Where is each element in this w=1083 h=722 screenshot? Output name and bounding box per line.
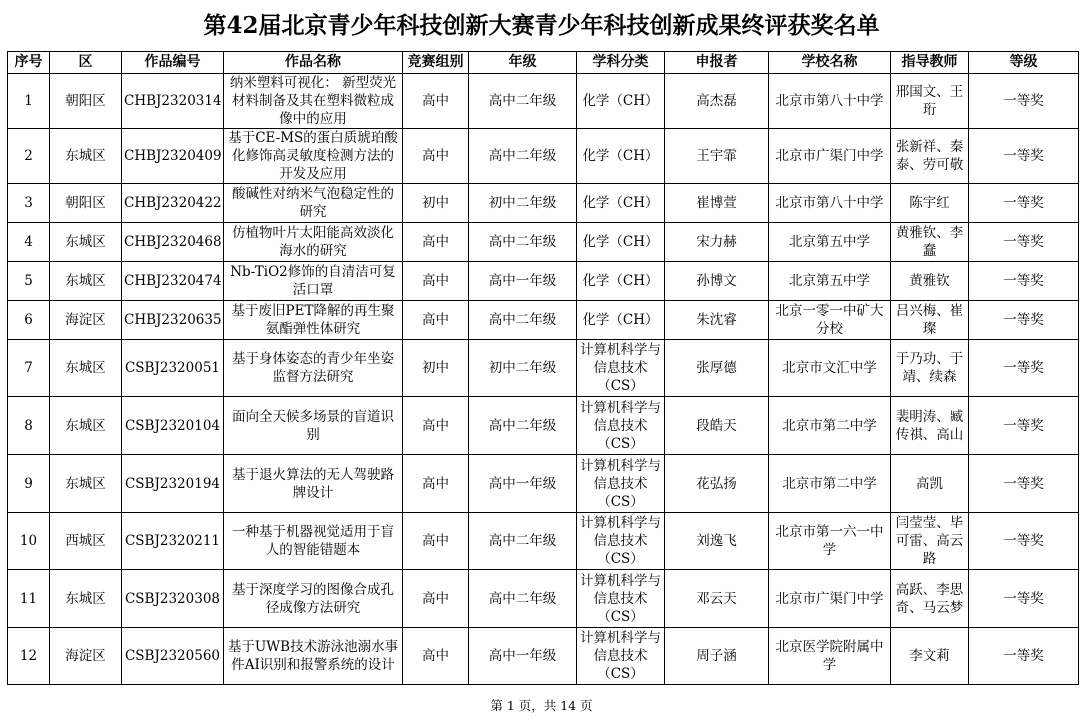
cell-applicant: 张厚德 xyxy=(665,340,769,397)
cell-teacher: 高凯 xyxy=(891,455,969,513)
header-school: 学校名称 xyxy=(769,52,891,74)
table-row xyxy=(8,184,1079,223)
table-header-row xyxy=(8,52,1079,74)
header-applicant: 申报者 xyxy=(665,52,769,74)
cell-title: 面向全天候多场景的盲道识别 xyxy=(224,397,403,455)
cell-applicant: 宋力赫 xyxy=(665,223,769,262)
cell-code: CSBJ2320051 xyxy=(122,340,224,397)
awards-table xyxy=(7,51,1079,685)
header-level: 等级 xyxy=(969,52,1079,74)
cell-school: 北京市文汇中学 xyxy=(769,340,891,397)
cell-district: 海淀区 xyxy=(50,301,122,340)
cell-district: 东城区 xyxy=(50,455,122,513)
cell-school: 北京医学院附属中学 xyxy=(769,628,891,685)
cell-title: Nb-TiO2修饰的自清洁可复活口罩 xyxy=(224,262,403,301)
cell-no: 10 xyxy=(8,513,50,570)
table-row xyxy=(8,262,1079,301)
table-row xyxy=(8,301,1079,340)
table-row xyxy=(8,628,1079,685)
cell-subject: 计算机科学与信息技术（CS） xyxy=(577,397,665,455)
cell-level: 一等奖 xyxy=(969,74,1079,129)
cell-no: 4 xyxy=(8,223,50,262)
cell-applicant: 周子涵 xyxy=(665,628,769,685)
cell-group: 高中 xyxy=(403,301,469,340)
table-row xyxy=(8,397,1079,455)
cell-level: 一等奖 xyxy=(969,262,1079,301)
cell-subject: 化学（CH） xyxy=(577,74,665,129)
cell-group: 初中 xyxy=(403,340,469,397)
cell-group: 高中 xyxy=(403,74,469,129)
cell-subject: 计算机科学与信息技术（CS） xyxy=(577,628,665,685)
cell-grade: 高中二年级 xyxy=(469,397,577,455)
cell-district: 朝阳区 xyxy=(50,184,122,223)
table-row xyxy=(8,129,1079,184)
cell-no: 1 xyxy=(8,74,50,129)
cell-applicant: 高杰磊 xyxy=(665,74,769,129)
cell-school: 北京第五中学 xyxy=(769,223,891,262)
cell-level: 一等奖 xyxy=(969,570,1079,628)
cell-title: 基于废旧PET降解的再生聚氨酯弹性体研究 xyxy=(224,301,403,340)
cell-teacher: 闫莹莹、毕可雷、高云路 xyxy=(891,513,969,570)
cell-level: 一等奖 xyxy=(969,455,1079,513)
cell-no: 9 xyxy=(8,455,50,513)
cell-level: 一等奖 xyxy=(969,129,1079,184)
table-row xyxy=(8,513,1079,570)
cell-grade: 高中二年级 xyxy=(469,129,577,184)
cell-teacher: 黄雅钦 xyxy=(891,262,969,301)
cell-no: 6 xyxy=(8,301,50,340)
cell-level: 一等奖 xyxy=(969,340,1079,397)
cell-title: 纳米塑料可视化： 新型荧光材料制备及其在塑料微粒成像中的应用 xyxy=(224,74,403,129)
cell-code: CHBJ2320474 xyxy=(122,262,224,301)
cell-subject: 化学（CH） xyxy=(577,129,665,184)
header-teacher: 指导教师 xyxy=(891,52,969,74)
cell-subject: 计算机科学与信息技术（CS） xyxy=(577,513,665,570)
cell-code: CSBJ2320211 xyxy=(122,513,224,570)
cell-title: 基于深度学习的图像合成孔径成像方法研究 xyxy=(224,570,403,628)
cell-applicant: 朱沈睿 xyxy=(665,301,769,340)
cell-teacher: 高跃、李思奇、马云梦 xyxy=(891,570,969,628)
header-district: 区 xyxy=(50,52,122,74)
cell-applicant: 段皓天 xyxy=(665,397,769,455)
cell-title: 基于UWB技术游泳池溺水事件AI识别和报警系统的设计 xyxy=(224,628,403,685)
cell-subject: 计算机科学与信息技术（CS） xyxy=(577,340,665,397)
header-group: 竞赛组别 xyxy=(403,52,469,74)
cell-teacher: 张新祥、秦泰、劳可敬 xyxy=(891,129,969,184)
cell-group: 高中 xyxy=(403,455,469,513)
cell-district: 东城区 xyxy=(50,397,122,455)
table-row xyxy=(8,74,1079,129)
cell-title: 基于退火算法的无人驾驶路牌设计 xyxy=(224,455,403,513)
cell-no: 8 xyxy=(8,397,50,455)
cell-district: 海淀区 xyxy=(50,628,122,685)
cell-teacher: 邢国文、王珩 xyxy=(891,74,969,129)
cell-level: 一等奖 xyxy=(969,628,1079,685)
table-row xyxy=(8,570,1079,628)
cell-subject: 计算机科学与信息技术（CS） xyxy=(577,455,665,513)
cell-subject: 化学（CH） xyxy=(577,184,665,223)
cell-grade: 高中二年级 xyxy=(469,74,577,129)
cell-no: 11 xyxy=(8,570,50,628)
cell-no: 2 xyxy=(8,129,50,184)
header-name: 作品名称 xyxy=(224,52,403,74)
cell-no: 12 xyxy=(8,628,50,685)
cell-school: 北京市第八十中学 xyxy=(769,184,891,223)
cell-code: CSBJ2320194 xyxy=(122,455,224,513)
cell-teacher: 于乃功、于靖、续森 xyxy=(891,340,969,397)
cell-no: 3 xyxy=(8,184,50,223)
cell-school: 北京第五中学 xyxy=(769,262,891,301)
cell-code: CHBJ2320314 xyxy=(122,74,224,129)
cell-teacher: 陈宇红 xyxy=(891,184,969,223)
cell-code: CHBJ2320468 xyxy=(122,223,224,262)
page-footer: 第 1 页，共 14 页 xyxy=(490,698,593,713)
cell-grade: 高中一年级 xyxy=(469,455,577,513)
cell-group: 高中 xyxy=(403,129,469,184)
cell-school: 北京市广渠门中学 xyxy=(769,129,891,184)
cell-subject: 化学（CH） xyxy=(577,301,665,340)
cell-applicant: 孙博文 xyxy=(665,262,769,301)
cell-grade: 初中二年级 xyxy=(469,340,577,397)
table-row xyxy=(8,340,1079,397)
cell-code: CHBJ2320635 xyxy=(122,301,224,340)
cell-grade: 高中二年级 xyxy=(469,513,577,570)
cell-code: CSBJ2320308 xyxy=(122,570,224,628)
cell-level: 一等奖 xyxy=(969,301,1079,340)
cell-district: 东城区 xyxy=(50,340,122,397)
cell-group: 高中 xyxy=(403,397,469,455)
cell-subject: 计算机科学与信息技术（CS） xyxy=(577,570,665,628)
cell-teacher: 李文莉 xyxy=(891,628,969,685)
cell-group: 高中 xyxy=(403,223,469,262)
cell-district: 朝阳区 xyxy=(50,74,122,129)
header-grade: 年级 xyxy=(469,52,577,74)
cell-teacher: 裴明涛、臧传祺、高山 xyxy=(891,397,969,455)
cell-title: 仿植物叶片太阳能高效淡化海水的研究 xyxy=(224,223,403,262)
cell-school: 北京市第八十中学 xyxy=(769,74,891,129)
document-title: 第42届北京青少年科技创新大赛青少年科技创新成果终评获奖名单 xyxy=(203,12,880,39)
cell-title: 基于身体姿态的青少年坐姿监督方法研究 xyxy=(224,340,403,397)
cell-grade: 高中二年级 xyxy=(469,301,577,340)
cell-code: CSBJ2320560 xyxy=(122,628,224,685)
cell-applicant: 花弘扬 xyxy=(665,455,769,513)
cell-subject: 化学（CH） xyxy=(577,223,665,262)
header-subject: 学科分类 xyxy=(577,52,665,74)
cell-title: 一种基于机器视觉适用于盲人的智能错题本 xyxy=(224,513,403,570)
cell-district: 东城区 xyxy=(50,129,122,184)
cell-applicant: 刘逸飞 xyxy=(665,513,769,570)
cell-teacher: 吕兴梅、崔璨 xyxy=(891,301,969,340)
cell-applicant: 邓云天 xyxy=(665,570,769,628)
cell-district: 西城区 xyxy=(50,513,122,570)
cell-district: 东城区 xyxy=(50,262,122,301)
cell-school: 北京市广渠门中学 xyxy=(769,570,891,628)
cell-code: CHBJ2320409 xyxy=(122,129,224,184)
cell-grade: 高中二年级 xyxy=(469,223,577,262)
cell-applicant: 王宇霏 xyxy=(665,129,769,184)
cell-code: CSBJ2320104 xyxy=(122,397,224,455)
cell-level: 一等奖 xyxy=(969,184,1079,223)
cell-level: 一等奖 xyxy=(969,397,1079,455)
cell-grade: 高中二年级 xyxy=(469,570,577,628)
cell-district: 东城区 xyxy=(50,223,122,262)
cell-subject: 化学（CH） xyxy=(577,262,665,301)
cell-code: CHBJ2320422 xyxy=(122,184,224,223)
cell-group: 高中 xyxy=(403,570,469,628)
table-row xyxy=(8,223,1079,262)
cell-district: 东城区 xyxy=(50,570,122,628)
cell-school: 北京市第二中学 xyxy=(769,455,891,513)
cell-school: 北京市第二中学 xyxy=(769,397,891,455)
cell-group: 高中 xyxy=(403,513,469,570)
cell-grade: 高中一年级 xyxy=(469,262,577,301)
cell-level: 一等奖 xyxy=(969,513,1079,570)
table-row xyxy=(8,455,1079,513)
cell-grade: 初中二年级 xyxy=(469,184,577,223)
cell-group: 高中 xyxy=(403,262,469,301)
cell-title: 基于CE-MS的蛋白质琥珀酸化修饰高灵敏度检测方法的开发及应用 xyxy=(224,129,403,184)
cell-grade: 高中一年级 xyxy=(469,628,577,685)
cell-school: 北京一零一中矿大分校 xyxy=(769,301,891,340)
cell-title: 酸碱性对纳米气泡稳定性的研究 xyxy=(224,184,403,223)
cell-school: 北京市第一六一中学 xyxy=(769,513,891,570)
cell-group: 高中 xyxy=(403,628,469,685)
cell-no: 5 xyxy=(8,262,50,301)
cell-level: 一等奖 xyxy=(969,223,1079,262)
cell-group: 初中 xyxy=(403,184,469,223)
header-code: 作品编号 xyxy=(122,52,224,74)
cell-applicant: 崔博萱 xyxy=(665,184,769,223)
cell-no: 7 xyxy=(8,340,50,397)
header-no: 序号 xyxy=(8,52,50,74)
cell-teacher: 黄雅钦、李蠢 xyxy=(891,223,969,262)
